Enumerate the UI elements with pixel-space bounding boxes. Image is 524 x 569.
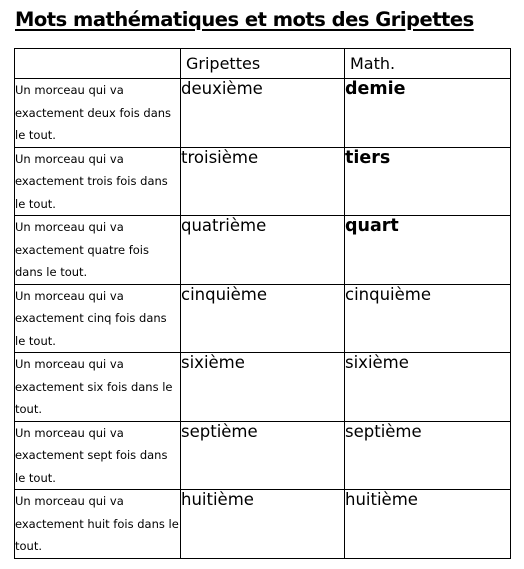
table-row [15,421,511,490]
gripettes-word-cell: septième [181,421,345,490]
description-cell: Un morceau qui va exactement cinq fois dans le tout. [15,284,181,353]
gripettes-word-cell: troisième [181,147,345,216]
table-row [15,353,511,422]
description-cell: Un morceau qui va exactement deux fois dans le tout. [15,79,181,148]
table-row [15,284,511,353]
description-cell: Un morceau qui va exactement huit fois dans le tout. [15,490,181,559]
math-word-cell: quart [345,216,511,285]
description-cell: Un morceau qui va exactement quatre fois dans le tout. [15,216,181,285]
table-row [15,147,511,216]
header-gripettes: Gripettes [181,49,345,79]
gripettes-word-cell: sixième [181,353,345,422]
table-header-row [15,49,511,79]
description-cell: Un morceau qui va exactement trois fois dans le tout. [15,147,181,216]
fractions-table [14,48,511,559]
gripettes-word-cell: quatrième [181,216,345,285]
description-cell: Un morceau qui va exactement sept fois dans le tout. [15,421,181,490]
math-word-cell: demie [345,79,511,148]
math-word-cell: sixième [345,353,511,422]
table-row [15,216,511,285]
gripettes-word-cell: deuxième [181,79,345,148]
math-word-cell: tiers [345,147,511,216]
header-math: Math. [345,49,511,79]
table-row [15,490,511,559]
header-description [15,49,181,79]
table-row [15,79,511,148]
math-word-cell: cinquième [345,284,511,353]
gripettes-word-cell: cinquième [181,284,345,353]
math-word-cell: huitième [345,490,511,559]
math-word-cell: septième [345,421,511,490]
description-cell: Un morceau qui va exactement six fois dans le tout. [15,353,181,422]
gripettes-word-cell: huitième [181,490,345,559]
page-title: Mots mathématiques et mots des Gripettes [15,8,474,31]
